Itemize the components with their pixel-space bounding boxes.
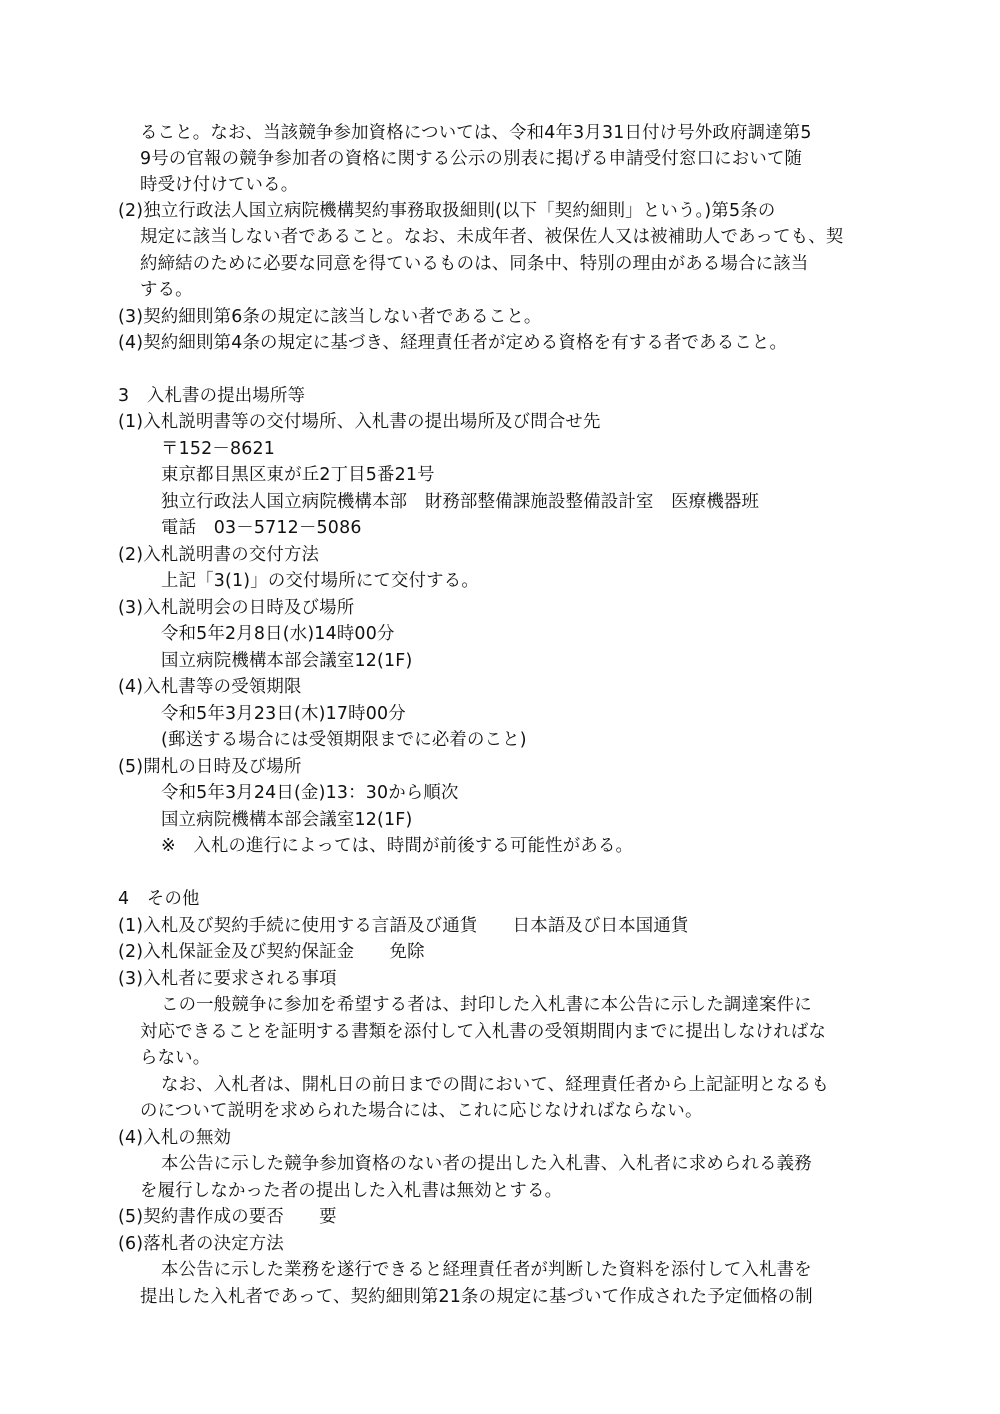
text-line: 本公告に示した業務を遂行できると経理責任者が判断した資料を添付して入札書を [161,1260,812,1280]
text-line: する。 [140,280,193,300]
text-line: 国立病院機構本部会議室12(1F) [161,810,413,830]
text-line: (4)契約細則第4条の規定に基づき、経理責任者が定める資格を有する者であること。 [118,333,788,353]
text-line: (郵送する場合には受領期限までに必着のこと) [161,730,527,750]
text-line: (4)入札の無効 [118,1128,232,1148]
text-line: 令和5年3月23日(木)17時00分 [161,704,406,724]
text-line: (2)独立行政法人国立病院機構契約事務取扱細則(以下「契約細則」という。)第5条の [118,201,776,221]
text-line: 〒152－8621 [161,439,276,459]
text-line: (1)入札説明書等の交付場所、入札書の提出場所及び問合せ先 [118,412,601,432]
text-line: 9号の官報の競争参加者の資格に関する公示の別表に掲げる申請受付窓口において随 [140,149,803,169]
section-heading: 4 その他 [118,889,200,909]
text-line: (3)入札者に要求される事項 [118,969,337,989]
text-line: ること。なお、当該競争参加資格については、令和4年3月31日付け号外政府調達第5 [140,123,812,143]
text-line: (5)開札の日時及び場所 [118,757,302,777]
text-line: 東京都目黒区東が丘2丁目5番21号 [161,465,435,485]
text-line: (2)入札保証金及び契約保証金 免除 [118,942,425,962]
text-line: 独立行政法人国立病院機構本部 財務部整備課施設整備設計室 医療機器班 [161,492,760,512]
text-line: 本公告に示した競争参加資格のない者の提出した入札書、入札者に求められる義務 [161,1154,812,1174]
text-line: (3)契約細則第6条の規定に該当しない者であること。 [118,307,542,327]
text-line: 約締結のために必要な同意を得ているものは、同条中、特別の理由がある場合に該当 [140,254,809,274]
text-line: (6)落札者の決定方法 [118,1234,284,1254]
text-line: 令和5年2月8日(水)14時00分 [161,624,395,644]
text-line: 令和5年3月24日(金)13：30から順次 [161,783,459,803]
text-line: (5)契約書作成の要否 要 [118,1207,337,1227]
text-line: 時受け付けている。 [140,175,299,195]
text-line: ※ 入札の進行によっては、時間が前後する可能性がある。 [161,836,634,856]
text-line: なお、入札者は、開札日の前日までの間において、経理責任者から上記証明となるも [161,1075,830,1095]
text-line: 対応できることを証明する書類を添付して入札書の受領期間内までに提出しなければな [140,1022,827,1042]
section-heading: 3 入札書の提出場所等 [118,386,306,406]
text-line: 提出した入札者であって、契約細則第21条の規定に基づいて作成された予定価格の制 [140,1287,813,1307]
text-line: (1)入札及び契約手続に使用する言語及び通貨 日本語及び日本国通貨 [118,916,689,936]
text-line: 電話 03－5712－5086 [161,518,362,538]
text-line: を履行しなかった者の提出した入札書は無効とする。 [140,1181,563,1201]
text-line: 国立病院機構本部会議室12(1F) [161,651,413,671]
text-line: のについて説明を求められた場合には、これに応じなければならない。 [140,1101,703,1121]
text-line: (4)入札書等の受領期限 [118,677,302,697]
text-line: (2)入札説明書の交付方法 [118,545,320,565]
text-line: 上記「3(1)」の交付場所にて交付する。 [161,571,479,591]
text-line: 規定に該当しない者であること。なお、未成年者、被保佐人又は被補助人であっても、契 [140,227,844,247]
text-line: (3)入札説明会の日時及び場所 [118,598,355,618]
text-line: らない。 [140,1048,211,1068]
text-line: この一般競争に参加を希望する者は、封印した入札書に本公告に示した調達案件に [161,995,812,1015]
